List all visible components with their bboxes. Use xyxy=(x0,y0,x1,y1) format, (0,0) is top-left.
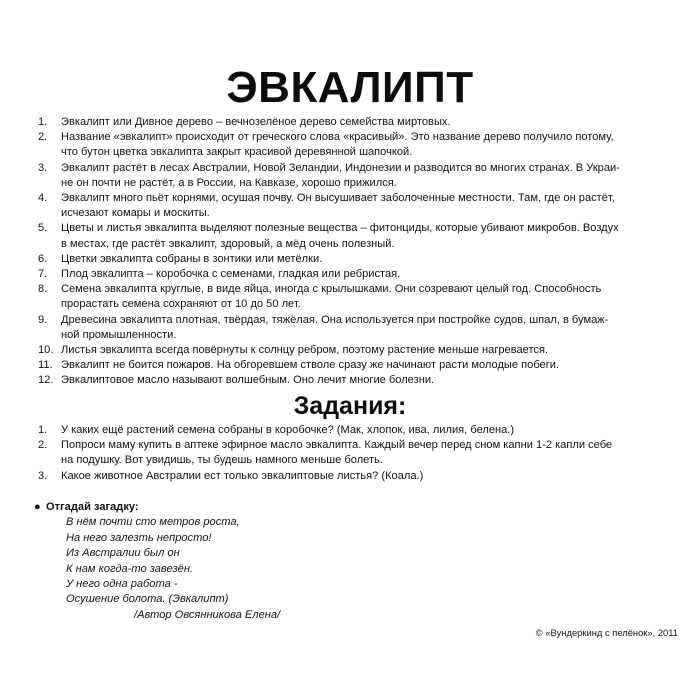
fact-number: 6. xyxy=(38,252,48,265)
riddle-line: Из Австралии был он xyxy=(66,547,180,560)
fact-item-5 xyxy=(38,221,670,251)
copyright-notice: © «Вундеркинд с пелёнок», 2011 xyxy=(535,627,678,638)
fact-number: 7. xyxy=(38,268,48,281)
task-text-line: Попроси маму купить в аптеке эфирное масло эвкалипта. Каждый вечер перед сном капни 1-2 капли себе xyxy=(61,439,613,452)
task-text-line: на подушку. Вот увидишь, ты будешь намного меньше болеть. xyxy=(61,454,383,467)
riddle-line: На него залезть непросто! xyxy=(66,531,212,544)
page-title: ЭВКАЛИПТ xyxy=(226,63,474,112)
fact-text: Листья эвкалипта всегда повёрнуты к солнцу ребром, поэтому растение меньше нагревается. xyxy=(61,344,549,357)
riddle-line: В нём почти сто метров роста, xyxy=(66,516,240,529)
fact-item-12 xyxy=(38,373,670,388)
riddle-heading: Отгадай загадку: xyxy=(46,501,139,513)
fact-item-2 xyxy=(38,130,670,160)
tasks-heading: Задания: xyxy=(293,392,407,420)
fact-text-line: что бутон цветка эвкалипта закрыт красивой деревянной шапочкой. xyxy=(61,146,413,159)
facts-list xyxy=(38,115,670,389)
riddle-block xyxy=(34,500,446,623)
riddle-line: Осушение болота. (Эвкалипт) xyxy=(66,593,229,606)
fact-number: 4. xyxy=(38,192,48,205)
fact-item-1 xyxy=(38,115,670,130)
task-item-2 xyxy=(38,438,670,468)
bullet-icon: ● xyxy=(34,501,41,513)
fact-number: 12. xyxy=(38,374,54,387)
fact-item-6 xyxy=(38,252,670,267)
riddle-line: У него одна работа - xyxy=(66,578,178,591)
task-number: 2. xyxy=(38,439,48,452)
fact-text: Эвкалиптовое масло называют волшебным. Оно лечит многие болезни. xyxy=(61,374,435,387)
fact-item-7 xyxy=(38,267,670,282)
fact-item-9 xyxy=(38,313,670,343)
riddle-author: /Автор Овсянникова Елена/ xyxy=(134,608,281,621)
fact-text-line: Эвкалипт растёт в лесах Австралии, Новой Зеландии, Индонезии и разводится во многих странах. В Украи- xyxy=(61,161,620,174)
fact-text-line: ной промышленности. xyxy=(61,328,177,341)
task-text: У каких ещё растений семена собраны в коробочке? (Мак, хлопок, ива, лилия, белена.) xyxy=(61,424,515,436)
fact-item-8 xyxy=(38,282,670,312)
task-text: Какое животное Австралии ест только эвкалиптовые листья? (Коала.) xyxy=(61,469,424,482)
task-item-1 xyxy=(38,423,670,438)
fact-text-line: не он почти не растёт, а в России, на Кавказе, хорошо прижился. xyxy=(61,176,397,189)
fact-number: 10. xyxy=(38,344,54,357)
fact-text-line: Семена эвкалипта круглые, в виде яйца, иногда с крылышками. Они созревают целый год. Способность xyxy=(61,283,602,296)
task-item-3 xyxy=(38,469,670,484)
fact-number: 3. xyxy=(38,161,48,174)
riddle-poem xyxy=(46,515,446,623)
fact-text-line: в местах, где растёт эвкалипт, здоровый, а мёд очень полезный. xyxy=(61,237,395,250)
fact-item-10 xyxy=(38,343,670,358)
fact-text-line: Название «эвкалипт» происходит от греческого слова «красивый». Это название дерево получило потому, xyxy=(61,131,614,144)
fact-number: 1. xyxy=(38,116,48,128)
fact-item-4 xyxy=(38,191,670,221)
fact-text-line: Эвкалипт много пьёт корнями, осушая почву. Он высушивает заболоченные местности. Там, где он растёт, xyxy=(61,192,615,205)
fact-item-11 xyxy=(38,358,670,373)
task-number: 3. xyxy=(38,469,48,482)
fact-text: Цветки эвкалипта собраны в зонтики или метёлки. xyxy=(61,252,323,265)
fact-text-line: Древесина эвкалипта плотная, твёрдая, тяжёлая. Она используется при постройке судов, шпал, в бумаж- xyxy=(61,313,609,326)
fact-text-line: Цветы и листья эвкалипта выделяют полезные вещества – фитонциды, которые убивают микробов. Воздух xyxy=(61,222,619,235)
fact-text: Эвкалипт или Дивное дерево – вечнозелёное дерево семейства миртовых. xyxy=(61,116,451,128)
fact-number: 9. xyxy=(38,313,48,326)
fact-text-line: исчезают комары и москиты. xyxy=(61,207,210,220)
fact-number: 5. xyxy=(38,222,48,235)
riddle-heading-row xyxy=(34,500,446,515)
fact-number: 11. xyxy=(38,359,53,372)
fact-number: 2. xyxy=(38,131,48,144)
fact-text: Плод эвкалипта – коробочка с семенами, гладкая или ребристая. xyxy=(61,268,401,281)
fact-item-3 xyxy=(38,161,670,191)
task-number: 1. xyxy=(38,424,48,436)
tasks-list xyxy=(38,423,670,484)
fact-number: 8. xyxy=(38,283,48,296)
fact-text: Эвкалипт не боится пожаров. На обгоревшем стволе сразу же начинают расти молодые побеги. xyxy=(61,359,560,372)
riddle-line: К нам когда-то завезён. xyxy=(66,562,194,575)
fact-text-line: прорастать семена сохраняют от 10 до 50 лет. xyxy=(61,298,301,311)
